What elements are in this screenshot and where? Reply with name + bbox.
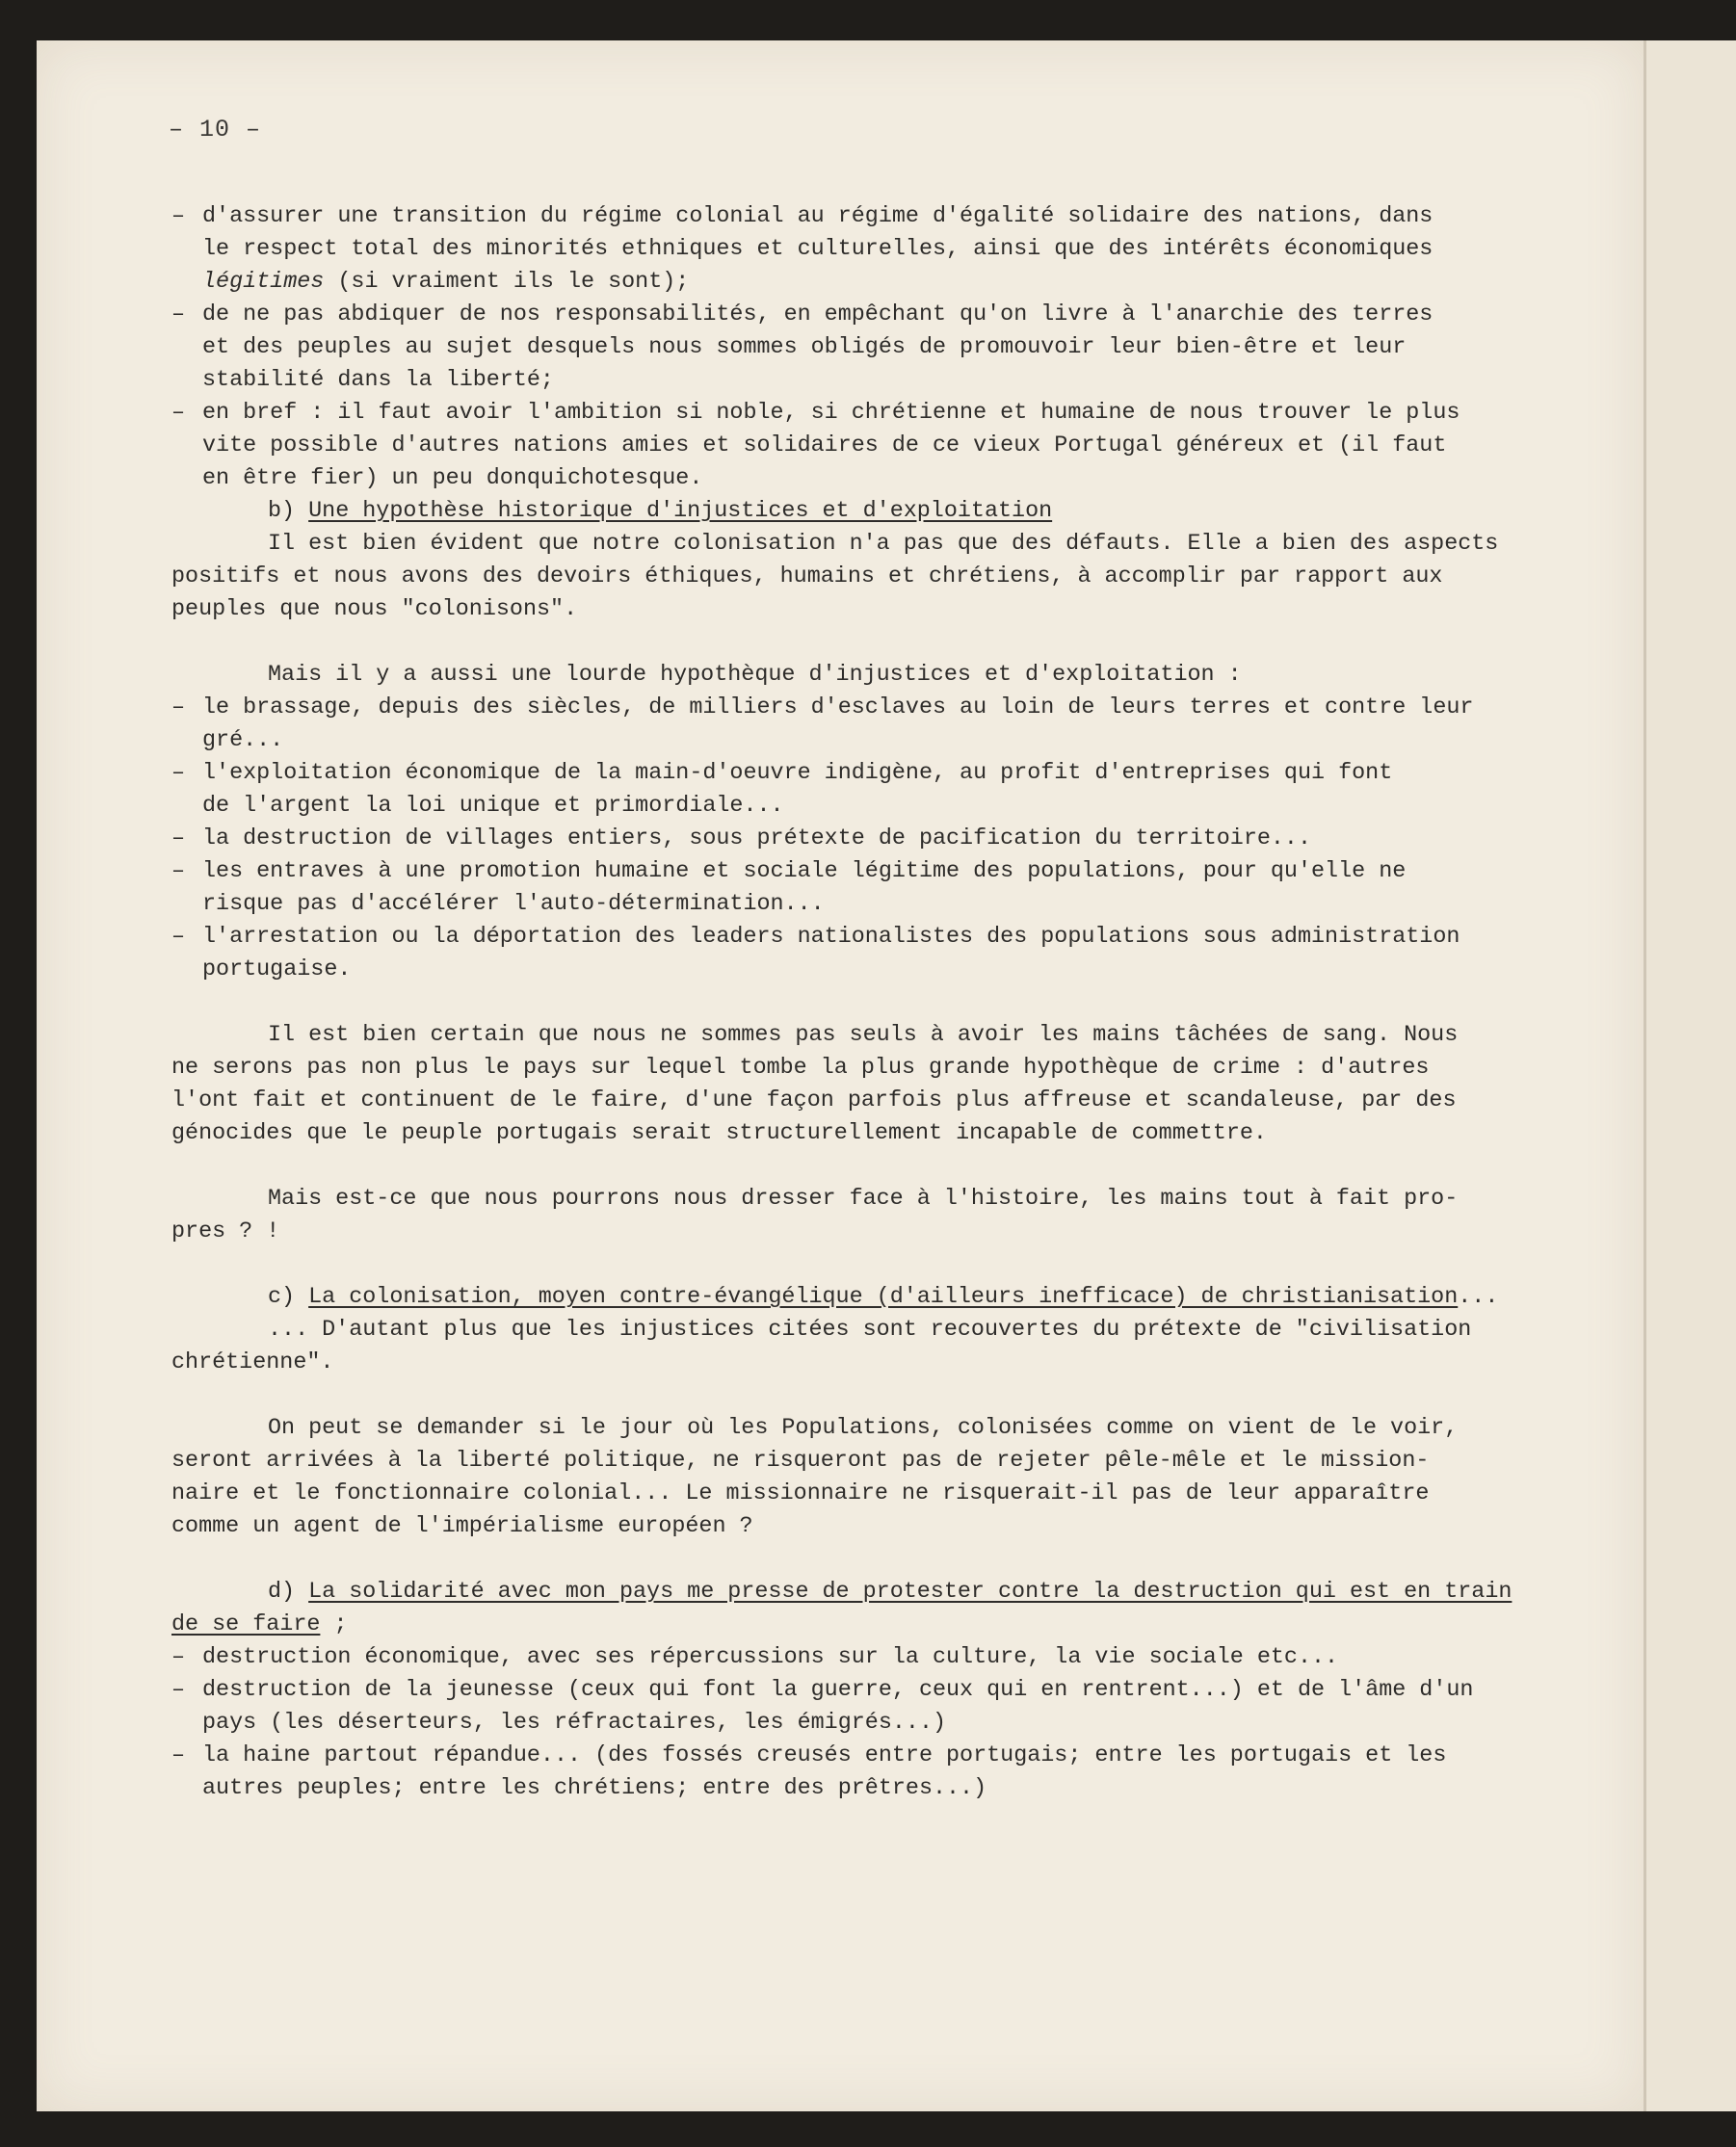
text-line: vite possible d'autres nations amies et solidaires de ce vieux Portugal généreux et (il faut — [202, 433, 1447, 458]
paragraph-line: Mais il y a aussi une lourde hypothèque d'injustices et d'exploitation : — [268, 663, 1242, 688]
section-heading-c — [171, 1281, 1588, 1314]
text-line: pays (les déserteurs, les réfractaires, les émigrés...) — [202, 1711, 947, 1736]
text-line: gré... — [202, 728, 284, 753]
list-item — [171, 1674, 1588, 1740]
next-page-edge — [1644, 40, 1736, 2111]
text-line: la destruction de villages entiers, sous prétexte de pacification du territoire... — [202, 826, 1312, 851]
list-item — [171, 757, 1588, 823]
text-fragment: ... — [1458, 1285, 1499, 1310]
page-number: – 10 – — [169, 116, 262, 144]
text-line: et des peuples au sujet desquels nous sommes obligés de promouvoir leur bien-être et leur — [202, 335, 1407, 360]
list-dash: – — [171, 859, 186, 884]
italic-word: légitimes — [202, 270, 325, 295]
text-line: le respect total des minorités ethniques et culturelles, ainsi que des intérêts économiques — [202, 237, 1434, 262]
text-line: destruction de la jeunesse (ceux qui font la guerre, ceux qui en rentrent...) et de l'âme d'un — [202, 1678, 1474, 1703]
paragraph-line: chrétienne". — [171, 1350, 334, 1375]
text-line: en être fier) un peu donquichotesque. — [202, 466, 703, 491]
text-line: en bref : il faut avoir l'ambition si noble, si chrétienne et humaine de nous trouver le plus — [202, 401, 1460, 426]
paragraph-line: naire et le fonctionnaire colonial... Le missionnaire ne risquerait-il pas de leur apparaître — [171, 1481, 1430, 1506]
paragraph-line: Il est bien évident que notre colonisation n'a pas que des défauts. Elle a bien des aspects — [268, 532, 1499, 557]
text-line: portugaise. — [202, 957, 352, 982]
paragraph-line: pres ? ! — [171, 1219, 280, 1244]
text-line: la haine partout répandue... (des fossés creusés entre portugais; entre les portugais et les — [202, 1743, 1447, 1768]
section-heading-d-cont — [171, 1609, 1588, 1641]
paragraph-line: comme un agent de l'impérialisme européen ? — [171, 1514, 753, 1539]
text-line: l'exploitation économique de la main-d'oeuvre indigène, au profit d'entreprises qui font — [202, 761, 1393, 786]
paragraph-line: peuples que nous "colonisons". — [171, 597, 578, 622]
list-item — [171, 823, 1588, 855]
list-item — [171, 299, 1588, 397]
list-dash: – — [171, 1743, 186, 1768]
text-line: d'assurer une transition du régime colonial au régime d'égalité solidaire des nations, dans — [202, 204, 1434, 229]
section-heading-b — [171, 495, 1588, 528]
page-body — [171, 200, 1588, 1805]
list-dash: – — [171, 761, 186, 786]
paragraph-line: seront arrivées à la liberté politique, ne risqueront pas de rejeter pêle-mêle et le mission- — [171, 1449, 1430, 1474]
paragraph-line: ... D'autant plus que les injustices citées sont recouvertes du prétexte de "civilisation — [268, 1318, 1472, 1343]
section-heading-d — [171, 1576, 1588, 1609]
list-item — [171, 921, 1588, 986]
text-line: destruction économique, avec ses répercussions sur la culture, la vie sociale etc... — [202, 1645, 1339, 1670]
paragraph-line: Mais est-ce que nous pourrons nous dresser face à l'histoire, les mains tout à fait pro- — [268, 1187, 1459, 1212]
list-dash: – — [171, 925, 186, 950]
list-item — [171, 1740, 1588, 1805]
text-fragment: ; — [320, 1612, 348, 1637]
paragraph-line: On peut se demander si le jour où les Populations, colonisées comme on vient de le voir, — [268, 1416, 1459, 1441]
section-marker: b) — [268, 499, 309, 524]
paragraph-line: génocides que le peuple portugais serait structurellement incapable de commettre. — [171, 1121, 1267, 1146]
list-dash: – — [171, 1678, 186, 1703]
text-line — [202, 266, 1588, 299]
list-dash: – — [171, 302, 186, 327]
list-dash: – — [171, 826, 186, 851]
list-dash: – — [171, 401, 186, 426]
text-line: de l'argent la loi unique et primordiale... — [202, 794, 784, 819]
text-line: les entraves à une promotion humaine et sociale légitime des populations, pour qu'elle ne — [202, 859, 1407, 884]
list-item — [171, 692, 1588, 757]
section-title: La solidarité avec mon pays me presse de protester contre la destruction qui est en train — [308, 1580, 1512, 1605]
text-line: l'arrestation ou la déportation des leaders nationalistes des populations sous administration — [202, 925, 1460, 950]
paragraph-line: ne serons pas non plus le pays sur lequel tombe la plus grande hypothèque de crime : d'autres — [171, 1056, 1430, 1081]
text-fragment: (si vraiment ils le sont); — [324, 270, 690, 295]
list-item — [171, 200, 1588, 299]
text-line: risque pas d'accélérer l'auto-détermination... — [202, 892, 825, 917]
text-line: de ne pas abdiquer de nos responsabilités, en empêchant qu'on livre à l'anarchie des terres — [202, 302, 1434, 327]
list-item — [171, 855, 1588, 921]
section-title: de se faire — [171, 1612, 321, 1637]
paragraph-line: positifs et nous avons des devoirs éthiques, humains et chrétiens, à accomplir par rapport aux — [171, 564, 1443, 589]
section-marker: d) — [268, 1580, 309, 1605]
paragraph-line: l'ont fait et continuent de le faire, d'une façon parfois plus affreuse et scandaleuse, par des — [171, 1088, 1457, 1113]
paragraph-line: Il est bien certain que nous ne sommes pas seuls à avoir les mains tâchées de sang. Nous — [268, 1023, 1459, 1048]
list-dash: – — [171, 204, 186, 229]
list-dash: – — [171, 695, 186, 720]
text-line: autres peuples; entre les chrétiens; entre des prêtres...) — [202, 1776, 987, 1801]
section-title: Une hypothèse historique d'injustices et d'exploitation — [308, 499, 1053, 524]
list-item — [171, 1641, 1588, 1674]
text-line: le brassage, depuis des siècles, de milliers d'esclaves au loin de leurs terres et contre leur — [202, 695, 1474, 720]
section-marker: c) — [268, 1285, 309, 1310]
section-title: La colonisation, moyen contre-évangélique (d'ailleurs inefficace) de christianisation — [308, 1285, 1459, 1310]
list-item — [171, 397, 1588, 495]
list-dash: – — [171, 1645, 186, 1670]
text-line: stabilité dans la liberté; — [202, 368, 554, 393]
